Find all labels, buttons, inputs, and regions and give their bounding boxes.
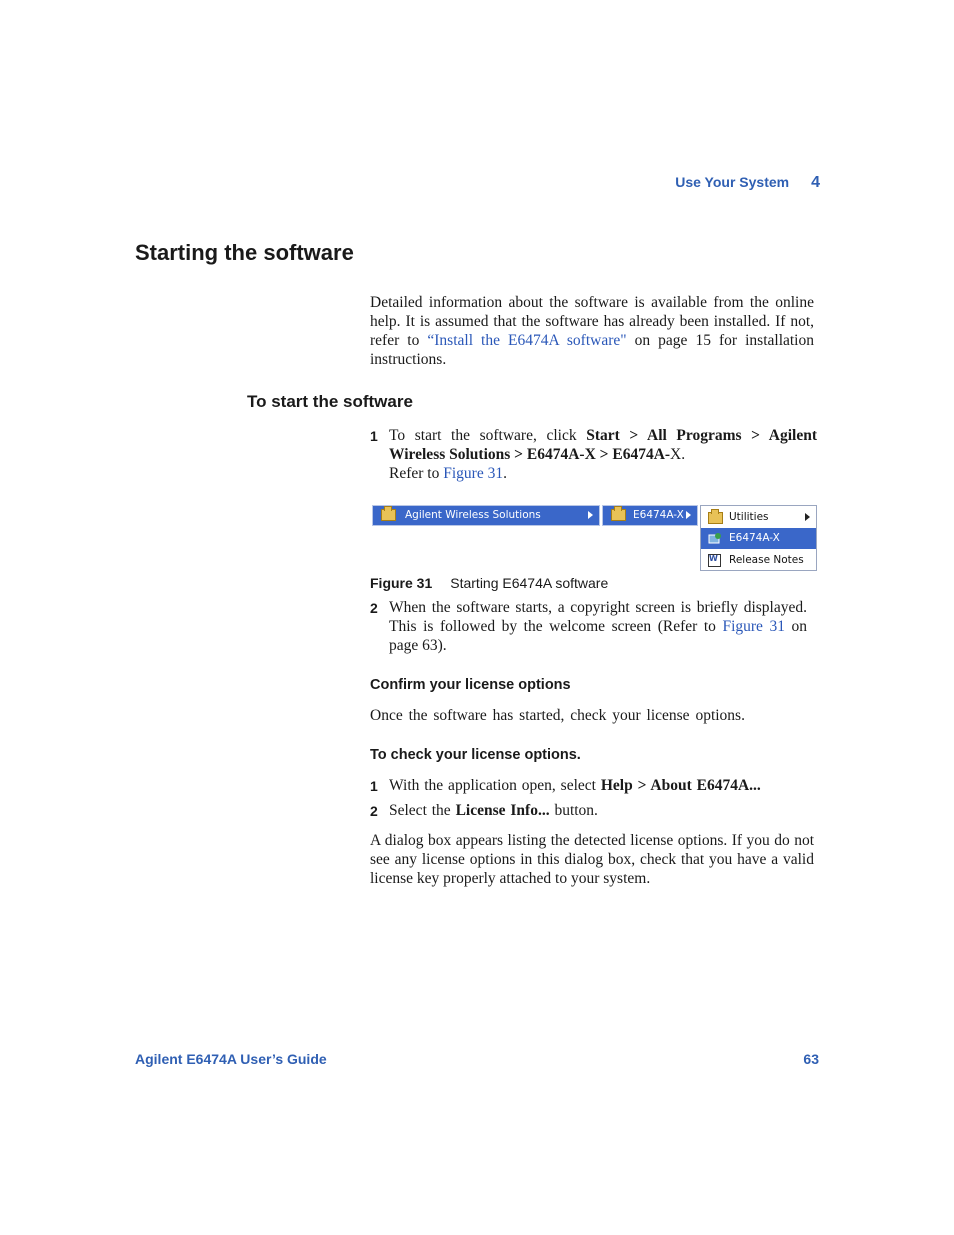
check-step-2 — [389, 801, 817, 820]
submenu — [700, 505, 817, 571]
install-link[interactable]: “Install the E6474A software" — [427, 332, 627, 349]
step-text: Select the — [389, 802, 456, 819]
page-number: 63 — [803, 1051, 819, 1067]
dialog-paragraph: A dialog box appears listing the detected license options. If you do not see any license options in this dialog box, check that you have a valid license key properly attached to your system. — [370, 832, 814, 887]
section-heading-check: To check your license options. — [370, 747, 581, 763]
folder-icon — [611, 509, 626, 521]
app-icon — [708, 532, 722, 545]
intro-text-end: on page 15 for installation instructions. — [370, 332, 814, 368]
menu-item-label: E6474A-X — [633, 509, 684, 521]
step-text: on page 63). — [389, 618, 808, 654]
step-text: X. — [670, 446, 686, 463]
step-text: button. — [549, 802, 598, 819]
figure-caption-text: Starting E6474A software — [450, 575, 609, 591]
figure-caption — [370, 575, 608, 591]
menu-item-agilent-wireless-solutions[interactable] — [372, 505, 600, 526]
section-heading-start: To start the software — [247, 392, 413, 411]
submenu-arrow-icon — [686, 511, 691, 519]
start-menu-figure — [372, 505, 818, 571]
menu-path: Start > All Programs > Agilent Wireless Solutions > E6474A-X > E6474A- — [389, 427, 817, 463]
submenu-item-label: E6474A-X — [729, 532, 780, 544]
submenu-item-e6474a-x[interactable] — [701, 528, 816, 549]
step-number: 1 — [370, 778, 378, 794]
step-number: 1 — [370, 428, 378, 444]
start-step-2 — [389, 598, 807, 655]
chapter-number: 4 — [811, 174, 820, 191]
step-number: 2 — [370, 803, 378, 819]
section-name: Use Your System — [675, 174, 790, 190]
running-header — [600, 174, 820, 192]
intro-paragraph — [370, 293, 814, 369]
check-step-1 — [389, 776, 817, 795]
menu-path: Help > About E6474A... — [600, 777, 761, 794]
start-step-1 — [389, 426, 817, 483]
step-number: 2 — [370, 600, 378, 616]
footer-guide-title: Agilent E6474A User’s Guide — [135, 1051, 327, 1067]
button-name: License Info... — [455, 802, 550, 819]
menu-item-e6474a-x[interactable] — [602, 505, 698, 526]
step-text: . — [503, 465, 507, 482]
intro-text: Detailed information about the software is available from the online help. It is assumed that the software has already been installed. If not, refer to — [370, 294, 814, 349]
document-icon — [708, 554, 721, 567]
figure-link[interactable]: Figure 31 — [443, 465, 504, 482]
confirm-paragraph: Once the software has started, check your license options. — [370, 707, 745, 724]
step-text: With the application open, select — [389, 777, 601, 794]
step-text: Refer to — [389, 465, 444, 482]
submenu-arrow-icon — [588, 511, 593, 519]
menu-item-label: Agilent Wireless Solutions — [405, 509, 541, 521]
submenu-arrow-icon — [805, 513, 810, 521]
submenu-item-label: Release Notes — [729, 554, 804, 566]
submenu-item-utilities[interactable] — [701, 507, 816, 528]
step-text: To start the software, click — [389, 427, 587, 444]
submenu-item-label: Utilities — [729, 511, 769, 523]
figure-link[interactable]: Figure 31 — [722, 618, 785, 635]
section-heading-confirm: Confirm your license options — [370, 677, 571, 693]
folder-icon — [708, 512, 723, 524]
figure-number: Figure 31 — [370, 575, 433, 591]
page-title: Starting the software — [135, 240, 354, 265]
step-text: When the software starts, a copyright screen is briefly displayed. This is followed by the welcome screen (Refer to — [389, 599, 807, 635]
submenu-item-release-notes[interactable] — [701, 550, 816, 571]
folder-icon — [381, 509, 396, 521]
